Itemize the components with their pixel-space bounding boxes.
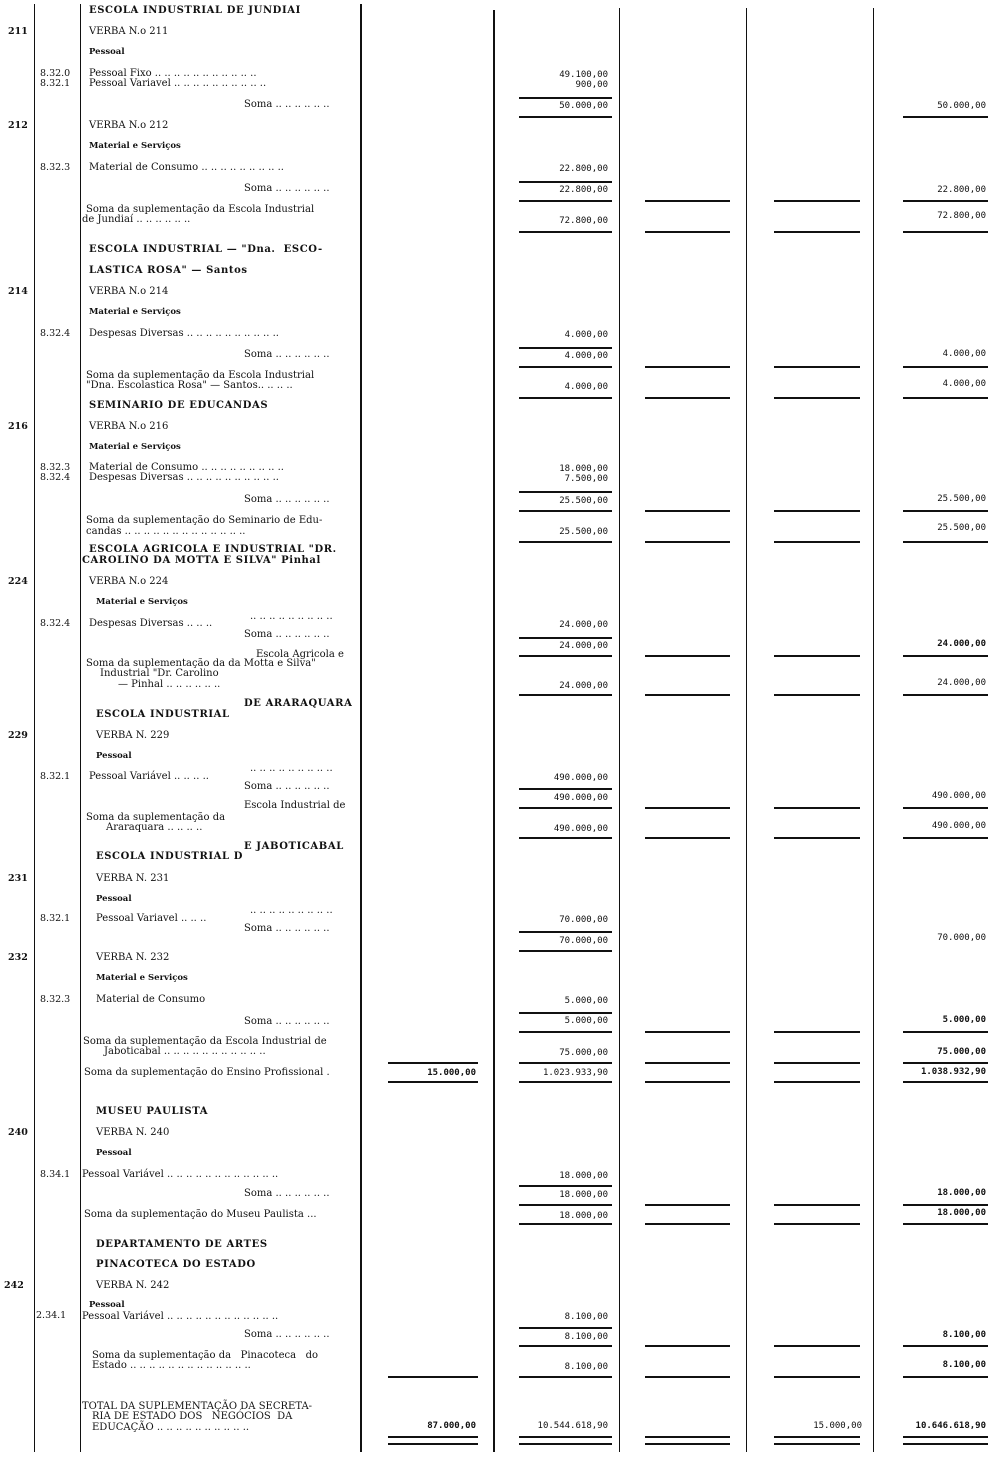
section-heading: DEPARTAMENTO DE ARTES — [96, 1239, 268, 1250]
sum-desc: Araraquara .. .. .. .. — [106, 822, 203, 833]
category-label: Pessoal — [96, 894, 132, 904]
rule-line — [903, 807, 988, 809]
rule-line — [645, 1081, 730, 1083]
rule-line — [519, 788, 612, 790]
soma-label: Soma .. .. .. .. .. .. — [244, 183, 330, 194]
verba-code: 216 — [8, 421, 28, 432]
soma-label: Soma .. .. .. .. .. .. — [244, 1188, 330, 1199]
section-heading: ESCOLA INDUSTRIAL — [96, 709, 230, 720]
amount: 4.000,00 — [564, 351, 608, 361]
amount: 8.100,00 — [942, 1360, 986, 1370]
verba-label: VERBA N. 229 — [96, 730, 170, 741]
rule-line — [388, 1376, 478, 1378]
rule-line — [519, 231, 612, 233]
rule-col3 — [619, 8, 620, 1452]
rule-line — [903, 116, 988, 118]
amount: 22.800,00 — [937, 185, 986, 195]
amount: 25.500,00 — [937, 523, 986, 533]
rule-line — [903, 837, 988, 839]
section-heading: ESCOLA INDUSTRIAL — "Dna. ESCO- — [89, 244, 323, 255]
sum-desc: Soma da suplementação do Ensino Profissional . — [84, 1067, 330, 1078]
rule-line — [774, 1376, 860, 1378]
rule-line — [774, 1345, 860, 1347]
amount: 8.100,00 — [942, 1330, 986, 1340]
rule-line — [774, 807, 860, 809]
amount: 490.000,00 — [553, 824, 608, 834]
amount: 70.000,00 — [937, 933, 986, 943]
rule-line — [903, 1376, 988, 1378]
sum-desc: Soma da suplementação do Museu Paulista ... — [84, 1209, 317, 1220]
amount: 1.023.933,90 — [542, 1068, 608, 1078]
amount: 49.100,00 — [559, 70, 608, 80]
rule-line — [774, 1031, 860, 1033]
rule-line — [645, 397, 730, 399]
item-desc: Material de Consumo .. .. .. .. .. .. .. .. .. — [89, 462, 284, 473]
amount: 24.000,00 — [937, 639, 986, 649]
amount: 50.000,00 — [937, 101, 986, 111]
rule-line — [519, 1436, 612, 1438]
verba-code: 214 — [8, 286, 28, 297]
item-code: 8.32.3 — [40, 462, 71, 473]
verba-label: VERBA N. 232 — [96, 952, 170, 963]
rule-left — [34, 4, 35, 1452]
rule-line — [645, 510, 730, 512]
sum-desc: "Dna. Escolastica Rosa" — Santos.. .. .. .. — [86, 380, 293, 391]
item-desc: Pessoal Variável .. .. .. .. .. .. .. .. .. .. .. .. — [82, 1311, 279, 1322]
verba-label: VERBA N.o 216 — [89, 421, 169, 432]
sum-desc: Escola Agricola e — [256, 649, 344, 660]
soma-label: Soma .. .. .. .. .. .. — [244, 1329, 330, 1340]
item-dots: .. .. .. .. .. .. .. .. .. — [250, 611, 333, 622]
rule-line — [645, 807, 730, 809]
sum-desc: Soma da suplementação da — [86, 812, 226, 823]
rule-line — [774, 694, 860, 696]
total-desc: TOTAL DA SUPLEMENTAÇÃO DA SECRETA- — [82, 1401, 313, 1412]
rule-desc-right — [360, 4, 362, 1452]
total-desc: RIA DE ESTADO DOS NEGÓCIOS DA — [92, 1411, 293, 1422]
section-heading: ESCOLA INDUSTRIAL D — [96, 851, 243, 862]
rule-line — [645, 541, 730, 543]
category-label: Pessoal — [89, 1300, 125, 1310]
amount: 5.000,00 — [942, 1015, 986, 1025]
amount: 490.000,00 — [931, 821, 986, 831]
sum-desc: Soma da suplementação da Escola Industrial de — [83, 1036, 327, 1047]
soma-label: Soma .. .. .. .. .. .. — [244, 781, 330, 792]
amount: 22.800,00 — [559, 185, 608, 195]
rule-line — [388, 1436, 478, 1438]
section-heading: CAROLINO DA MOTTA E SILVA" Pinhal — [82, 555, 321, 566]
rule-line — [903, 541, 988, 543]
verba-code: 231 — [8, 873, 28, 884]
amount: 24.000,00 — [559, 620, 608, 630]
rule-line — [519, 1081, 612, 1083]
amount: 22.800,00 — [559, 164, 608, 174]
rule-line — [645, 1345, 730, 1347]
amount: 70.000,00 — [559, 915, 608, 925]
rule-line — [519, 1443, 612, 1445]
rule-line — [903, 1345, 988, 1347]
amount: 7.500,00 — [564, 474, 608, 484]
verba-code: 232 — [8, 952, 28, 963]
rule-line — [519, 116, 612, 118]
amount: 70.000,00 — [559, 936, 608, 946]
section-heading: MUSEU PAULISTA — [96, 1106, 209, 1117]
item-desc: Despesas Diversas .. .. .. .. .. .. .. .. .. .. — [89, 472, 279, 483]
amount: 15.000,00 — [427, 1068, 476, 1078]
sum-desc: Jaboticabal .. .. .. .. .. .. .. .. .. .. .. — [104, 1046, 266, 1057]
item-desc: Pessoal Fixo .. .. .. .. .. .. .. .. .. .. .. — [89, 68, 257, 79]
section-heading: ESCOLA AGRICOLA E INDUSTRIAL "DR. — [89, 544, 337, 555]
verba-code: 229 — [8, 730, 28, 741]
rule-line — [903, 1204, 988, 1206]
amount: 18.000,00 — [559, 1171, 608, 1181]
rule-line — [519, 837, 612, 839]
soma-label: Soma .. .. .. .. .. .. — [244, 349, 330, 360]
item-dots: .. .. .. .. .. .. .. .. .. — [250, 763, 333, 774]
category-label: Pessoal — [96, 1148, 132, 1158]
category-label: Pessoal — [96, 751, 132, 761]
rule-line — [645, 1443, 730, 1445]
rule-line — [519, 541, 612, 543]
rule-line — [519, 1012, 612, 1014]
amount: 24.000,00 — [937, 678, 986, 688]
rule-line — [519, 807, 612, 809]
rule-line — [519, 1327, 612, 1329]
soma-label: Soma .. .. .. .. .. .. — [244, 1016, 330, 1027]
rule-line — [903, 397, 988, 399]
item-code: 8.34.1 — [40, 1169, 71, 1180]
item-code: 8.32.4 — [40, 618, 71, 629]
rule-line — [774, 1204, 860, 1206]
amount: 24.000,00 — [559, 681, 608, 691]
rule-line — [519, 97, 612, 99]
rule-line — [519, 1376, 612, 1378]
rule-line — [645, 1436, 730, 1438]
rule-line — [519, 950, 612, 952]
amount: 8.100,00 — [564, 1362, 608, 1372]
verba-label: VERBA N.o 211 — [89, 26, 169, 37]
rule-line — [519, 931, 612, 933]
category-label: Material e Serviços — [96, 973, 188, 983]
amount: 10.544.618,90 — [537, 1421, 608, 1431]
section-heading: E JABOTICABAL — [244, 841, 344, 852]
sum-desc: Industrial "Dr. Carolino — [100, 668, 219, 679]
section-heading: DE ARARAQUARA — [244, 698, 353, 709]
rule-line — [903, 1062, 988, 1064]
rule-line — [645, 366, 730, 368]
rule-line — [519, 694, 612, 696]
rule-line — [388, 1443, 478, 1445]
amount: 8.100,00 — [564, 1332, 608, 1342]
verba-code: 211 — [8, 26, 28, 37]
rule-line — [645, 1062, 730, 1064]
rule-col5 — [873, 8, 874, 1452]
rule-line — [519, 510, 612, 512]
rule-line — [774, 231, 860, 233]
amount: 5.000,00 — [564, 1016, 608, 1026]
item-desc: Pessoal Variavel .. .. .. .. .. .. .. .. .. .. — [89, 78, 267, 89]
amount: 25.500,00 — [559, 527, 608, 537]
soma-label: Soma .. .. .. .. .. .. — [244, 629, 330, 640]
rule-line — [774, 366, 860, 368]
item-code: 2.34.1 — [36, 1310, 67, 1321]
amount: 4.000,00 — [564, 330, 608, 340]
amount: 25.500,00 — [937, 494, 986, 504]
verba-label: VERBA N. 240 — [96, 1127, 170, 1138]
rule-line — [903, 1031, 988, 1033]
category-label: Material e Serviços — [89, 442, 181, 452]
rule-line — [774, 1223, 860, 1225]
verba-code: 224 — [8, 576, 28, 587]
amount: 4.000,00 — [564, 382, 608, 392]
rule-line — [774, 1062, 860, 1064]
verba-label: VERBA N. 231 — [96, 873, 170, 884]
item-desc: Despesas Diversas .. .. .. .. .. .. .. .. .. .. — [89, 328, 279, 339]
verba-code: 242 — [4, 1280, 24, 1291]
section-heading: SEMINARIO DE EDUCANDAS — [89, 400, 269, 411]
amount: 72.800,00 — [937, 211, 986, 221]
rule-line — [519, 1204, 612, 1206]
amount: 50.000,00 — [559, 101, 608, 111]
category-label: Material e Serviços — [96, 597, 188, 607]
category-label: Material e Serviços — [89, 141, 181, 151]
verba-code: 240 — [8, 1127, 28, 1138]
rule-line — [774, 541, 860, 543]
item-desc: Pessoal Variável .. .. .. .. — [89, 771, 209, 782]
sum-desc: Soma da suplementação da Escola Industrial — [86, 370, 315, 381]
rule-line — [774, 510, 860, 512]
rule-line — [645, 837, 730, 839]
rule-line — [903, 200, 988, 202]
rule-line — [774, 1081, 860, 1083]
rule-line — [645, 1376, 730, 1378]
rule-line — [519, 200, 612, 202]
rule-col4 — [746, 8, 747, 1452]
section-heading: PINACOTECA DO ESTADO — [96, 1259, 256, 1270]
amount: 4.000,00 — [942, 379, 986, 389]
rule-line — [388, 1062, 478, 1064]
sum-desc: de Jundiaí .. .. .. .. .. .. — [82, 214, 191, 225]
rule-line — [774, 200, 860, 202]
amount: 18.000,00 — [559, 1190, 608, 1200]
sum-desc: Estado .. .. .. .. .. .. .. .. .. .. .. .. .. — [92, 1360, 251, 1371]
verba-label: VERBA N.o 212 — [89, 120, 169, 131]
amount: 900,00 — [575, 80, 608, 90]
rule-line — [519, 1031, 612, 1033]
sum-desc: — Pinhal .. .. .. .. .. .. — [118, 679, 221, 690]
rule-line — [903, 510, 988, 512]
item-code: 8.32.3 — [40, 162, 71, 173]
item-code: 8.32.0 — [40, 68, 71, 79]
amount: 18.000,00 — [937, 1188, 986, 1198]
rule-line — [903, 1436, 988, 1438]
rule-line — [774, 1436, 860, 1438]
amount: 10.646.618,90 — [915, 1421, 986, 1431]
amount: 1.038.932,90 — [920, 1067, 986, 1077]
item-desc: Material de Consumo .. .. .. .. .. .. .. .. .. — [89, 162, 284, 173]
rule-line — [903, 1081, 988, 1083]
verba-label: VERBA N.o 214 — [89, 286, 169, 297]
item-code: 8.32.1 — [40, 913, 71, 924]
rule-line — [645, 1031, 730, 1033]
rule-col2 — [493, 10, 495, 1452]
amount: 18.000,00 — [937, 1208, 986, 1218]
amount: 75.000,00 — [937, 1047, 986, 1057]
amount: 18.000,00 — [559, 1211, 608, 1221]
amount: 72.800,00 — [559, 216, 608, 226]
sum-desc: Soma da suplementação da Escola Industrial — [86, 204, 315, 215]
amount: 5.000,00 — [564, 996, 608, 1006]
rule-line — [645, 1204, 730, 1206]
rule-line — [774, 837, 860, 839]
sum-desc: candas .. .. .. .. .. .. .. .. .. .. .. .. .. — [86, 526, 246, 537]
sum-desc: Soma da suplementação da Pinacoteca do — [92, 1350, 319, 1361]
rule-line — [645, 694, 730, 696]
item-desc: Pessoal Variavel .. .. .. — [96, 913, 207, 924]
sum-desc: Soma da suplementação da da Motta e Silva" — [86, 658, 316, 669]
rule-line — [519, 491, 612, 493]
rule-line — [645, 1223, 730, 1225]
amount: 75.000,00 — [559, 1048, 608, 1058]
amount: 25.500,00 — [559, 496, 608, 506]
rule-line — [519, 397, 612, 399]
rule-line — [519, 1345, 612, 1347]
amount: 8.100,00 — [564, 1312, 608, 1322]
section-heading: LASTICA ROSA" — Santos — [89, 265, 248, 276]
item-desc: Pessoal Variável .. .. .. .. .. .. .. .. .. .. .. .. — [82, 1169, 279, 1180]
rule-line — [903, 231, 988, 233]
item-desc: Despesas Diversas .. .. .. — [89, 618, 213, 629]
soma-label: Soma .. .. .. .. .. .. — [244, 494, 330, 505]
verba-label: VERBA N.o 224 — [89, 576, 169, 587]
category-label: Material e Serviços — [89, 307, 181, 317]
item-code: 8.32.1 — [40, 771, 71, 782]
sum-desc: Soma da suplementação do Seminario de Edu- — [86, 515, 323, 526]
soma-label: Soma .. .. .. .. .. .. — [244, 923, 330, 934]
rule-line — [774, 397, 860, 399]
soma-label: Soma .. .. .. .. .. .. — [244, 99, 330, 110]
rule-line — [519, 1062, 612, 1064]
section-heading: ESCOLA INDUSTRIAL DE JUNDIAI — [89, 5, 301, 16]
amount: 4.000,00 — [942, 349, 986, 359]
rule-line — [774, 655, 860, 657]
rule-line — [519, 637, 612, 639]
total-desc: EDUCAÇÃO .. .. .. .. .. .. .. .. .. .. — [92, 1422, 250, 1433]
rule-line — [519, 347, 612, 349]
rule-line — [645, 655, 730, 657]
amount: 15.000,00 — [813, 1421, 862, 1431]
rule-line — [519, 1223, 612, 1225]
amount: 24.000,00 — [559, 641, 608, 651]
amount: 490.000,00 — [931, 791, 986, 801]
item-code: 8.32.1 — [40, 78, 71, 89]
item-code: 8.32.4 — [40, 328, 71, 339]
item-dots: .. .. .. .. .. .. .. .. .. — [250, 905, 333, 916]
rule-line — [388, 1081, 478, 1083]
amount: 87.000,00 — [427, 1421, 476, 1431]
item-desc: Material de Consumo — [96, 994, 206, 1005]
rule-line — [645, 231, 730, 233]
verba-label: VERBA N. 242 — [96, 1280, 170, 1291]
rule-line — [903, 655, 988, 657]
category-label: Pessoal — [89, 47, 125, 57]
verba-code: 212 — [8, 120, 28, 131]
rule-line — [645, 200, 730, 202]
amount: 490.000,00 — [553, 773, 608, 783]
rule-line — [519, 181, 612, 183]
rule-line — [903, 694, 988, 696]
item-code: 8.32.4 — [40, 472, 71, 483]
sum-desc: Escola Industrial de — [244, 800, 346, 811]
rule-line — [519, 655, 612, 657]
rule-line — [519, 1185, 612, 1187]
rule-line — [903, 1223, 988, 1225]
rule-line — [903, 1443, 988, 1445]
rule-line — [519, 366, 612, 368]
rule-line — [903, 366, 988, 368]
rule-line — [774, 1443, 860, 1445]
amount: 18.000,00 — [559, 464, 608, 474]
item-code: 8.32.3 — [40, 994, 71, 1005]
amount: 490.000,00 — [553, 793, 608, 803]
